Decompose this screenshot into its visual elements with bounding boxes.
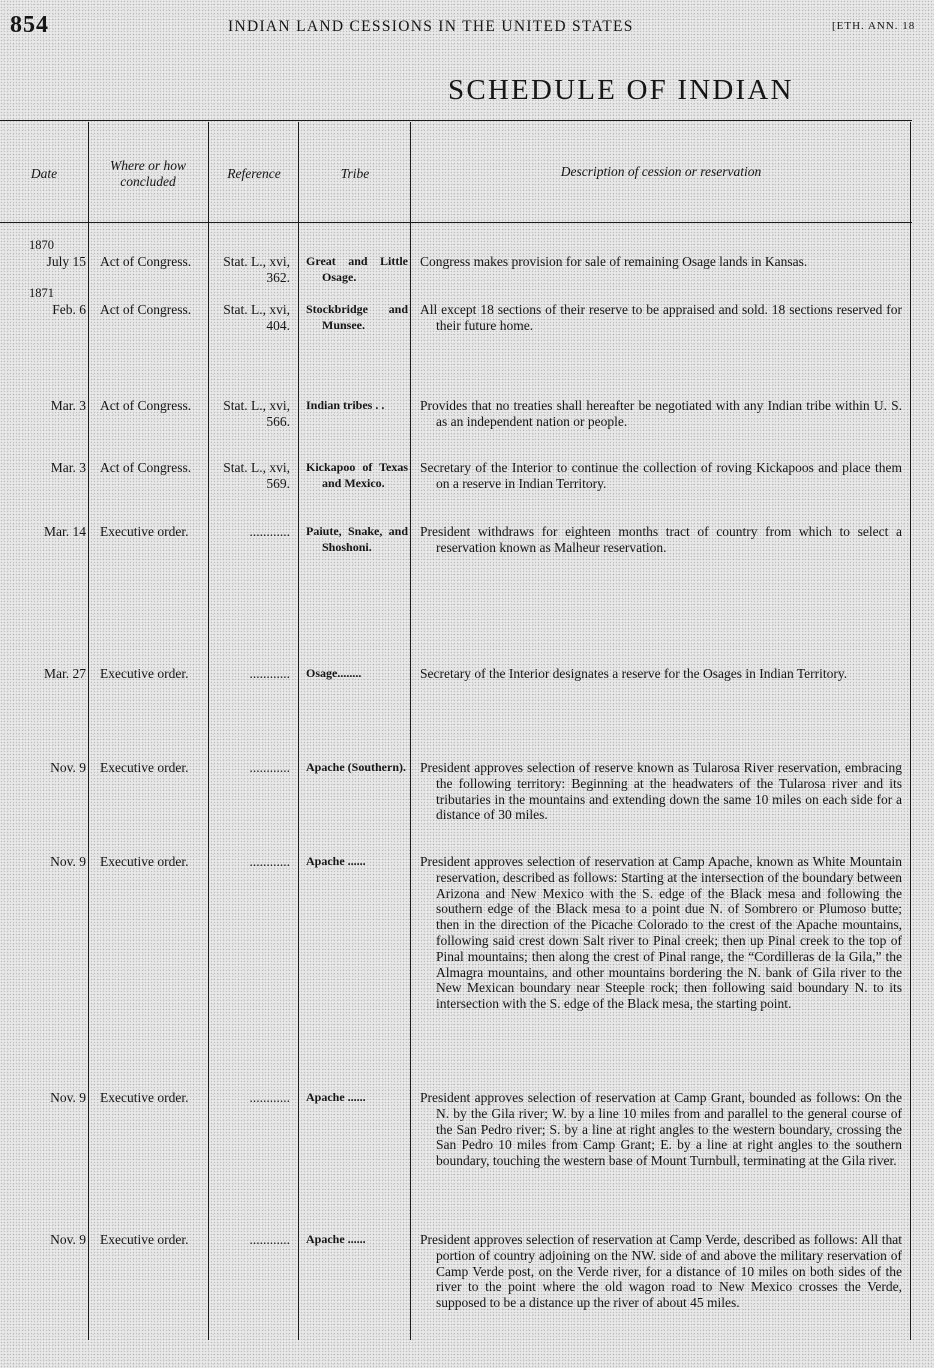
row-description (420, 1232, 902, 1311)
row-tribe-text: Osage........ (306, 666, 362, 680)
column-header-description: Description of cession or reservation (560, 164, 762, 179)
row-reference: ............ (249, 524, 290, 539)
column-divider-tribe (410, 122, 411, 1340)
row-description-text: President approves selection of reservation at Camp Apache, known as White Mountain reservation, described as follows: Starting at the intersection of the boundary between Arizona and New Mexico with the S. edge of the Black mesa and following the southern edge of the Black mesa to a point due N. of Sombrero or Plumoso butte; then in the direction of the Picache Colorado to the crest of the Apache mountains, following said crest down Salt river to Pinal creek; then up Pinal creek to the top of Pinal mountains; then along the crest of Pinal range, the “Cordilleras de la Gila,” the Almagra mountains, and other mountains bordering the N. bank of Gila river to the New Mexican boundary near Steeple rock; then following said boundary N. to its intersection with the S. edge of the Black mesa, the starting point. (420, 854, 902, 1012)
row-tribe (306, 254, 408, 286)
row-tribe (306, 1232, 408, 1248)
row-description (420, 524, 902, 556)
row-tribe-text: Kickapoo of Texas and Mexico. (306, 460, 408, 490)
row-description (420, 760, 902, 823)
row-where-concluded-text: Executive order. (100, 666, 189, 681)
row-reference: ............ (249, 666, 290, 681)
table-row-date (0, 460, 86, 476)
row-tribe-text: Apache ...... (306, 1090, 366, 1104)
row-description (420, 460, 902, 492)
row-year: 1871 (29, 286, 54, 300)
row-reference: ............ (249, 1232, 290, 1247)
table-row-date (0, 1232, 86, 1248)
row-description (420, 854, 902, 1012)
column-header-reference: Reference (227, 166, 281, 181)
row-description-text: President withdraws for eighteen months tract of country from which to select a reservation known as Malheur reservation. (420, 524, 902, 555)
row-date: Nov. 9 (50, 1090, 86, 1105)
row-where-concluded (100, 302, 204, 318)
row-tribe-text: Stockbridge and Munsee. (306, 302, 408, 332)
row-tribe-text: Indian tribes . . (306, 398, 385, 412)
row-description-text: President approves selection of reserve known as Tularosa River reservation, embracing the following territory: Beginning at the headwaters of the Tularosa river and its tributaries in the mountains and extending down the same 10 miles on each side for a distance of 30 miles. (420, 760, 902, 823)
table-right-edge (910, 122, 911, 1340)
row-date: Mar. 27 (44, 666, 86, 681)
row-reference: ............ (249, 1090, 290, 1105)
row-reference: Stat. L., xvi, 569. (223, 460, 290, 491)
row-date: Feb. 6 (52, 301, 86, 317)
table-row-date (0, 1090, 86, 1106)
row-where-concluded (100, 854, 204, 870)
row-description-text: Secretary of the Interior to continue the collection of roving Kickapoos and place them on a reserve in Indian Territory. (420, 460, 902, 491)
page-number: 854 (10, 12, 49, 38)
table-top-rule (0, 120, 912, 121)
row-description (420, 666, 902, 682)
row-year: 1870 (29, 238, 54, 252)
header-bottom-rule (0, 222, 912, 223)
row-date: Mar. 14 (44, 524, 86, 539)
row-description-text: All except 18 sections of their reserve to be appraised and sold. 18 sections reserved for their future home. (420, 302, 902, 333)
row-tribe (306, 398, 408, 414)
table-row-date (0, 286, 86, 318)
row-where-concluded-text: Executive order. (100, 1232, 189, 1247)
row-description-text: Secretary of the Interior designates a reserve for the Osages in Indian Territory. (420, 666, 848, 681)
row-date: Nov. 9 (50, 760, 86, 775)
row-description-text: Congress makes provision for sale of remaining Osage lands in Kansas. (420, 254, 808, 269)
row-reference: ............ (249, 760, 290, 775)
row-where-concluded (100, 666, 204, 682)
column-divider-date (88, 122, 89, 1340)
row-description (420, 398, 902, 430)
row-date: Nov. 9 (50, 1232, 86, 1247)
row-where-concluded (100, 524, 204, 540)
running-title: INDIAN LAND CESSIONS IN THE UNITED STATES (228, 18, 634, 35)
row-date: Nov. 9 (50, 854, 86, 869)
row-tribe (306, 1090, 408, 1106)
row-tribe (306, 302, 408, 334)
running-right-label: [ETH. ANN. 18 (832, 20, 916, 32)
schedule-title: SCHEDULE OF INDIAN (448, 74, 794, 106)
row-description (420, 254, 902, 270)
table-row-date (0, 238, 86, 270)
row-where-concluded (100, 460, 204, 476)
row-tribe (306, 666, 408, 682)
row-reference: Stat. L., xvi, 362. (223, 254, 290, 285)
row-reference: Stat. L., xvi, 566. (223, 398, 290, 429)
row-tribe-text: Apache ...... (306, 854, 366, 868)
column-header-tribe: Tribe (340, 166, 370, 181)
row-where-concluded-text: Act of Congress. (100, 302, 192, 317)
row-where-concluded (100, 1090, 204, 1106)
row-where-concluded-text: Act of Congress. (100, 254, 192, 269)
row-where-concluded-text: Executive order. (100, 760, 189, 775)
row-where-concluded (100, 1232, 204, 1248)
row-tribe-text: Apache ...... (306, 1232, 366, 1246)
row-date: Mar. 3 (50, 398, 86, 413)
column-divider-where (208, 122, 209, 1340)
row-tribe (306, 524, 408, 556)
row-tribe-text: Great and Little Osage. (306, 254, 408, 284)
row-description-text: President approves selection of reservation at Camp Verde, described as follows: All that portion of country adjoining on the NW. side of and above the military reservation of Camp Verde post, on the Verde river, for a distance of 10 miles on both sides of the river to the point where the old wagon road to New Mexico crosses the Verde, supposed to be a distance up the river of about 45 miles. (420, 1232, 902, 1311)
column-header-where: Where or how concluded (110, 158, 186, 189)
row-tribe (306, 760, 408, 776)
row-tribe-text: Apache (Southern). (306, 760, 407, 774)
column-header-date: Date (30, 166, 58, 181)
row-tribe (306, 854, 408, 870)
row-description-text: Provides that no treaties shall hereafter be negotiated with any Indian tribe within U. S. as an independent nation or people. (420, 398, 902, 429)
table-row-date (0, 760, 86, 776)
row-date: Mar. 3 (50, 460, 86, 475)
row-where-concluded-text: Act of Congress. (100, 460, 192, 475)
row-where-concluded-text: Act of Congress. (100, 398, 192, 413)
row-where-concluded-text: Executive order. (100, 1090, 189, 1105)
table-row-date (0, 524, 86, 540)
row-where-concluded (100, 760, 204, 776)
row-where-concluded (100, 398, 204, 414)
row-description (420, 1090, 902, 1169)
row-where-concluded-text: Executive order. (100, 524, 189, 539)
row-date: July 15 (46, 253, 86, 269)
row-description-text: President approves selection of reservation at Camp Grant, bounded as follows: On the N. by the Gila river; W. by a line 10 miles from and parallel to the general course of the San Pedro river; S. by a line at right angles to the western boundary, crossing the San Pedro 10 miles from Camp Grant; E. by a line at right angles to the southern boundary, touching the western base of Mount Turnbull, terminating at the Gila river. (420, 1090, 902, 1169)
table-row-date (0, 666, 86, 682)
row-reference: Stat. L., xvi, 404. (223, 302, 290, 333)
row-description (420, 302, 902, 334)
row-reference: ............ (249, 854, 290, 869)
column-divider-reference (298, 122, 299, 1340)
row-where-concluded (100, 254, 204, 270)
table-row-date (0, 398, 86, 414)
row-where-concluded-text: Executive order. (100, 854, 189, 869)
row-tribe (306, 460, 408, 492)
row-tribe-text: Paiute, Snake, and Shoshoni. (306, 524, 408, 554)
table-row-date (0, 854, 86, 870)
